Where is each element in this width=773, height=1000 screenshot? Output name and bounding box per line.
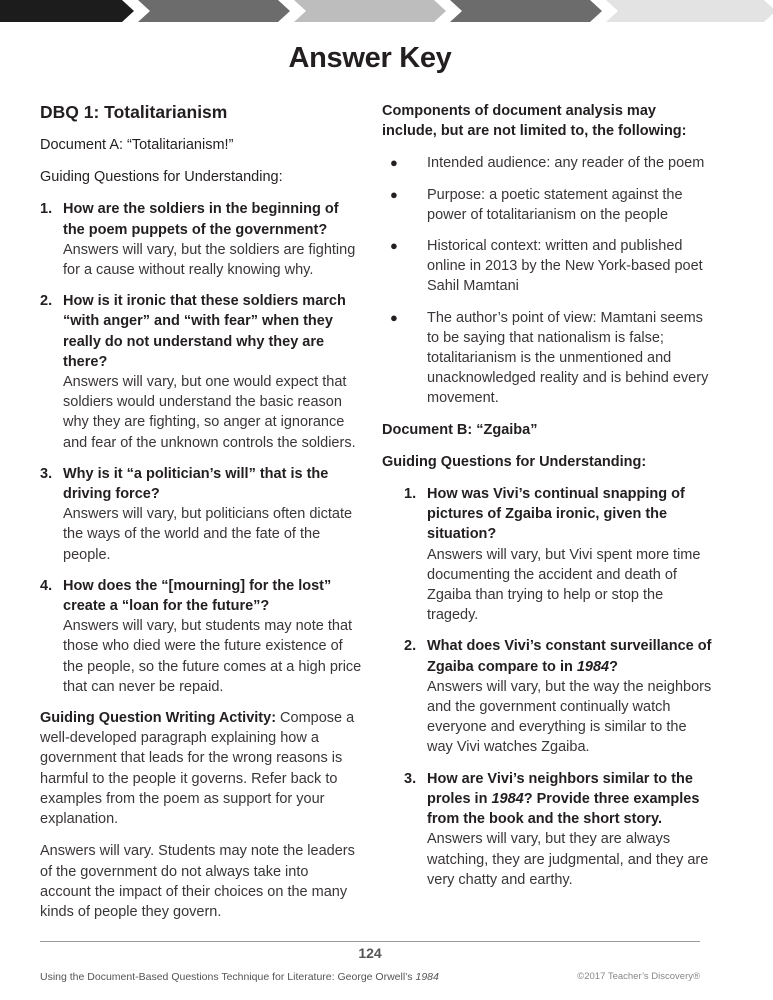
book-title-italic: 1984 <box>576 658 610 675</box>
answer-text: Answers will vary, but the soldiers are fighting for a cause without really knowing why. <box>63 241 356 279</box>
document-b-label: Document B: “Zgaiba” <box>382 421 538 438</box>
chevron-3 <box>294 0 446 22</box>
guiding-questions-label: Guiding Questions for Understanding: <box>40 169 283 186</box>
question-text-part: How are Vivi’s neighbors similar to the proles in <box>427 770 693 807</box>
question-item <box>382 769 712 890</box>
document-a-label: Document A: “Totalitarianism!” <box>40 137 234 153</box>
question-text: How does the “[mourning] for the lost” create a “loan for the future”? <box>63 577 332 615</box>
section-heading: DBQ 1: Totalitarianism <box>40 102 228 122</box>
bullet-text: The author’s point of view: Mamtani seems to be saying that nationalism is false; totalitarianism is the unmentioned and unacknowledged reality and is behind every movement. <box>427 309 709 407</box>
writing-activity-answer: Answers will vary. Students may note the leaders of the government do not always take into account the impact of their choices on the many kinds of people they govern. <box>40 843 355 920</box>
question-text: How is it ironic that these soldiers march “with anger” and “with fear” when they really do not understand why they are there? <box>63 293 346 370</box>
chevron-1 <box>0 0 134 22</box>
question-item <box>40 576 362 697</box>
question-number: 1. <box>40 201 53 218</box>
bullet-text: Intended audience: any reader of the poem <box>427 155 705 172</box>
question-number: 3. <box>40 465 53 482</box>
bullet-item <box>382 308 712 409</box>
bullet-item <box>382 236 712 297</box>
footer-copyright: ©2017 Teacher’s Discovery® <box>577 971 700 982</box>
footer-book-title <box>40 971 439 983</box>
question-number: 2. <box>404 638 417 655</box>
page-title: Answer Key <box>288 42 452 74</box>
bullet-icon: ● <box>390 155 398 171</box>
chevron-2 <box>138 0 290 22</box>
book-title-italic: 1984 <box>491 790 524 807</box>
question-item <box>40 291 362 453</box>
answer-text: Answers will vary, but politicians often dictate the ways of the world and the fate of the people. <box>63 506 353 563</box>
question-item <box>40 199 362 280</box>
right-column <box>382 101 712 901</box>
question-number: 4. <box>40 577 53 594</box>
answer-text: Answers will vary, but students may note that those who died were the future existence of the people, so the future comes at a high price that can never be repaid. <box>63 618 362 695</box>
question-text-part: ? Provide three examples from the book and the short story. <box>427 790 700 828</box>
writing-activity-text: Compose a well-developed paragraph explaining how a government that leads for the wrong reasons is harmful to the people it governs. Refer back to examples from the poem as support for your explanation. <box>40 710 355 828</box>
bullet-icon: ● <box>390 238 398 254</box>
bullet-text: Historical context: written and published online in 2013 by the New York-based poet Sahil Mamtani <box>427 238 703 295</box>
question-text-part: What does Vivi’s constant surveillance of Zgaiba compare to in <box>427 638 712 675</box>
question-text: Why is it “a politician’s will” that is the driving force? <box>63 465 329 503</box>
answer-text: Answers will vary, but the way the neighbors and the government continually watch everyone and everything is similar to the way Vivi watches Zgaiba. <box>427 678 712 756</box>
question-item <box>382 484 712 625</box>
writing-activity-label: Guiding Question Writing Activity: <box>40 710 277 727</box>
question-number: 2. <box>40 293 53 310</box>
question-item <box>382 636 712 757</box>
page-number: 124 <box>358 945 382 961</box>
question-number: 1. <box>404 486 417 503</box>
question-text <box>427 636 712 676</box>
bullet-text: Purpose: a poetic statement against the power of totalitarianism on the people <box>427 186 683 223</box>
guiding-questions-label: Guiding Questions for Understanding: <box>382 453 647 470</box>
chevron-4 <box>450 0 602 22</box>
bullet-icon: ● <box>390 309 398 325</box>
footer-divider <box>40 941 700 942</box>
answer-text: Answers will vary, but Vivi spent more time documenting the accident and death of Zgaiba than trying to help or stop the tragedy. <box>427 546 701 624</box>
writing-activity <box>40 708 362 829</box>
question-text <box>427 769 712 830</box>
footer-title-italic: 1984 <box>415 971 439 983</box>
answer-text: Answers will vary, but they are always watching, they are judgmental, and they are very chatty and earthy. <box>427 831 709 888</box>
left-column <box>40 101 362 934</box>
question-text-part: ? <box>609 658 618 675</box>
question-number: 3. <box>404 770 417 787</box>
bullet-item <box>382 185 712 225</box>
answer-text: Answers will vary, but one would expect that soldiers would understand the basic reason why they are fighting, so anger at ignorance and fear of the unknown controls the soldiers. <box>63 374 356 451</box>
chevron-5 <box>606 0 773 22</box>
question-text: How are the soldiers in the beginning of the poem puppets of the government? <box>63 201 339 238</box>
bullet-item <box>382 153 712 173</box>
components-intro: Components of document analysis may include, but are not limited to, the following: <box>382 103 687 140</box>
question-item <box>40 464 362 565</box>
question-text: How was Vivi’s continual snapping of pictures of Zgaiba ironic, given the situation? <box>427 486 685 543</box>
footer-title-text: Using the Document-Based Questions Technique for Literature: George Orwell’s <box>40 971 416 983</box>
header-chevron-bar <box>0 0 773 24</box>
bullet-icon: ● <box>390 186 398 202</box>
